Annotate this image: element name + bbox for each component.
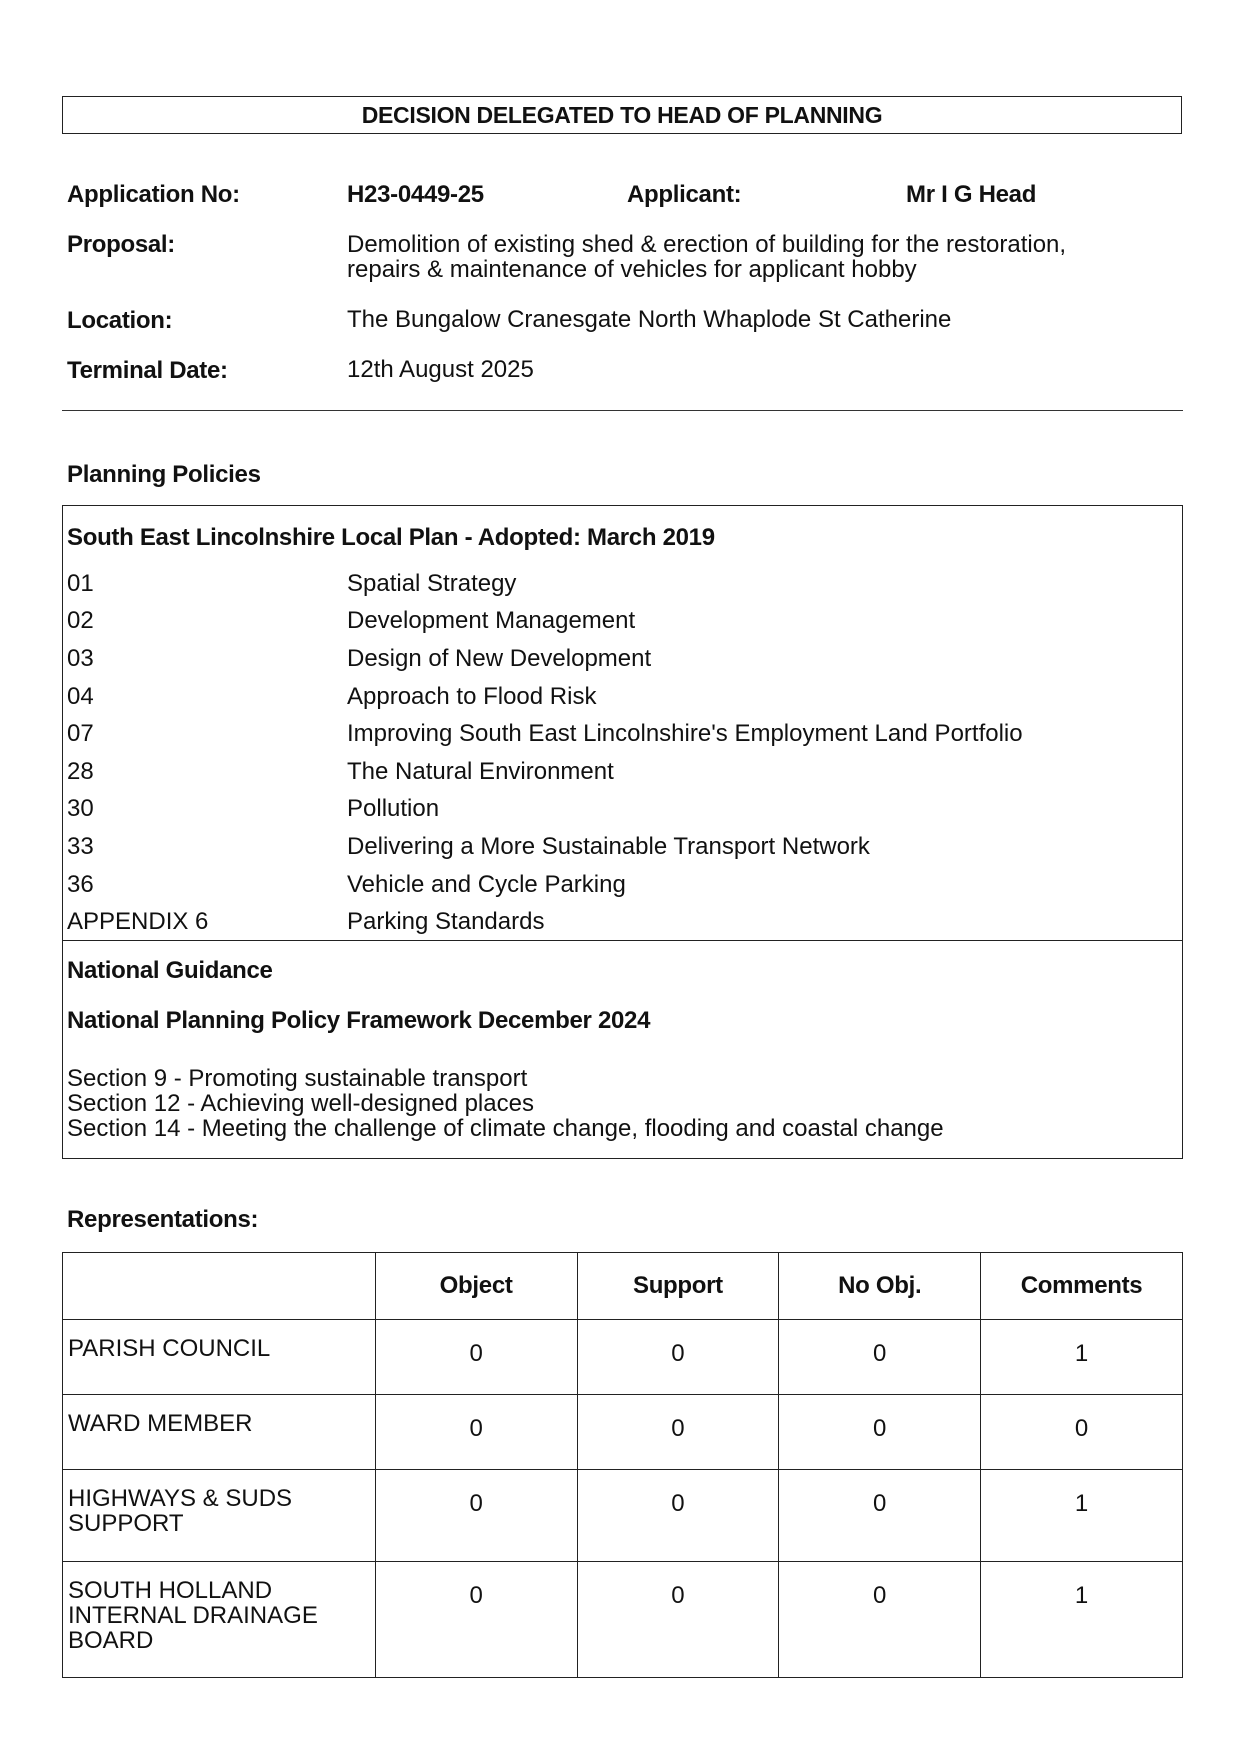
nppf-section: Section 14 - Meeting the challenge of climate change, flooding and coastal change: [67, 1115, 944, 1142]
policy-code: 01: [67, 570, 94, 597]
no-obj-count: 0: [779, 1395, 981, 1470]
local-plan-title: South East Lincolnshire Local Plan - Adopted: March 2019: [67, 524, 715, 551]
table-row: [63, 1562, 1183, 1678]
policy-title: Spatial Strategy: [347, 570, 517, 597]
table-row: [63, 1470, 1183, 1562]
representations-table: [62, 1252, 1183, 1678]
consultee-name-line: SUPPORT: [68, 1510, 184, 1537]
policy-title: Delivering a More Sustainable Transport Network: [347, 833, 870, 860]
policy-row: [67, 871, 1167, 901]
policy-code: 36: [67, 871, 94, 898]
location-label: Location:: [67, 307, 173, 334]
application-no-value: H23-0449-25: [347, 181, 484, 208]
terminal-date-value: 12th August 2025: [347, 356, 534, 383]
policy-code: 07: [67, 720, 94, 747]
policy-code: 28: [67, 758, 94, 785]
comments-count: 1: [981, 1562, 1183, 1678]
policy-code: 30: [67, 795, 94, 822]
proposal-label: Proposal:: [67, 231, 175, 258]
consultee-name-line: HIGHWAYS & SUDS: [68, 1485, 293, 1512]
policy-title: Development Management: [347, 607, 636, 634]
proposal-line-1: Demolition of existing shed & erection of building for the restoration,: [347, 231, 1067, 258]
section-divider: [62, 410, 1183, 411]
comments-count: 0: [981, 1395, 1183, 1470]
table-row: [63, 1395, 1183, 1470]
applicant-value: Mr I G Head: [906, 181, 1037, 208]
terminal-date-label: Terminal Date:: [67, 357, 228, 384]
policy-code: APPENDIX 6: [67, 908, 209, 935]
column-header-comments: Comments: [981, 1253, 1183, 1320]
column-header-object: Object: [375, 1253, 577, 1320]
comments-count: 1: [981, 1470, 1183, 1562]
policy-title: The Natural Environment: [347, 758, 614, 785]
policy-row: [67, 908, 1167, 938]
representations-heading: Representations:: [67, 1206, 259, 1233]
consultee-name-line: INTERNAL DRAINAGE: [68, 1602, 318, 1629]
support-count: 0: [577, 1320, 779, 1395]
no-obj-count: 0: [779, 1320, 981, 1395]
nppf-section: Section 12 - Achieving well-designed places: [67, 1090, 534, 1117]
consultee-name: [63, 1470, 376, 1562]
policy-code: 04: [67, 683, 94, 710]
decision-title-box: [62, 96, 1182, 134]
application-no-label: Application No:: [67, 181, 240, 208]
policy-code: 33: [67, 833, 94, 860]
support-count: 0: [577, 1562, 779, 1678]
no-obj-count: 0: [779, 1562, 981, 1678]
planning-policies-heading: Planning Policies: [67, 461, 261, 488]
nppf-section: Section 9 - Promoting sustainable transport: [67, 1065, 528, 1092]
table-header-row: [63, 1253, 1183, 1320]
policy-box: [62, 505, 1183, 1159]
consultee-name-line: SOUTH HOLLAND: [68, 1577, 273, 1604]
applicant-label: Applicant:: [627, 181, 742, 208]
policy-row: [67, 758, 1167, 788]
consultee-column-header: [63, 1253, 376, 1320]
no-obj-count: 0: [779, 1470, 981, 1562]
proposal-value: [347, 232, 1066, 282]
policy-title: Pollution: [347, 795, 440, 822]
object-count: 0: [375, 1470, 577, 1562]
column-header-support: Support: [577, 1253, 779, 1320]
location-value: The Bungalow Cranesgate North Whaplode St Catherine: [347, 306, 952, 333]
policy-row: [67, 607, 1167, 637]
nppf-title: National Planning Policy Framework December 2024: [67, 1007, 651, 1034]
policy-title: Improving South East Lincolnshire's Employment Land Portfolio: [347, 720, 1023, 747]
consultee-name-line: BOARD: [68, 1627, 154, 1654]
policy-row: [67, 683, 1167, 713]
policy-row: [67, 833, 1167, 863]
nppf-sections: [67, 1066, 944, 1141]
policy-row: [67, 720, 1167, 750]
column-header-no-obj: No Obj.: [779, 1253, 981, 1320]
object-count: 0: [375, 1320, 577, 1395]
consultee-name: [63, 1562, 376, 1678]
policy-code: 02: [67, 607, 94, 634]
policy-title: Approach to Flood Risk: [347, 683, 597, 710]
table-row: [63, 1320, 1183, 1395]
consultee-name: WARD MEMBER: [63, 1395, 376, 1470]
proposal-line-2: repairs & maintenance of vehicles for applicant hobby: [347, 256, 917, 283]
support-count: 0: [577, 1395, 779, 1470]
support-count: 0: [577, 1470, 779, 1562]
policy-row: [67, 570, 1167, 600]
policy-title: Parking Standards: [347, 908, 545, 935]
policy-title: Vehicle and Cycle Parking: [347, 871, 626, 898]
consultee-name: PARISH COUNCIL: [63, 1320, 376, 1395]
policy-row: [67, 645, 1167, 675]
decision-title: DECISION DELEGATED TO HEAD OF PLANNING: [361, 101, 883, 128]
policy-title: Design of New Development: [347, 645, 652, 672]
policy-row: [67, 795, 1167, 825]
national-guidance-heading: National Guidance: [67, 957, 273, 984]
object-count: 0: [375, 1562, 577, 1678]
object-count: 0: [375, 1395, 577, 1470]
comments-count: 1: [981, 1320, 1183, 1395]
policy-divider: [62, 940, 1183, 941]
policy-code: 03: [67, 645, 94, 672]
